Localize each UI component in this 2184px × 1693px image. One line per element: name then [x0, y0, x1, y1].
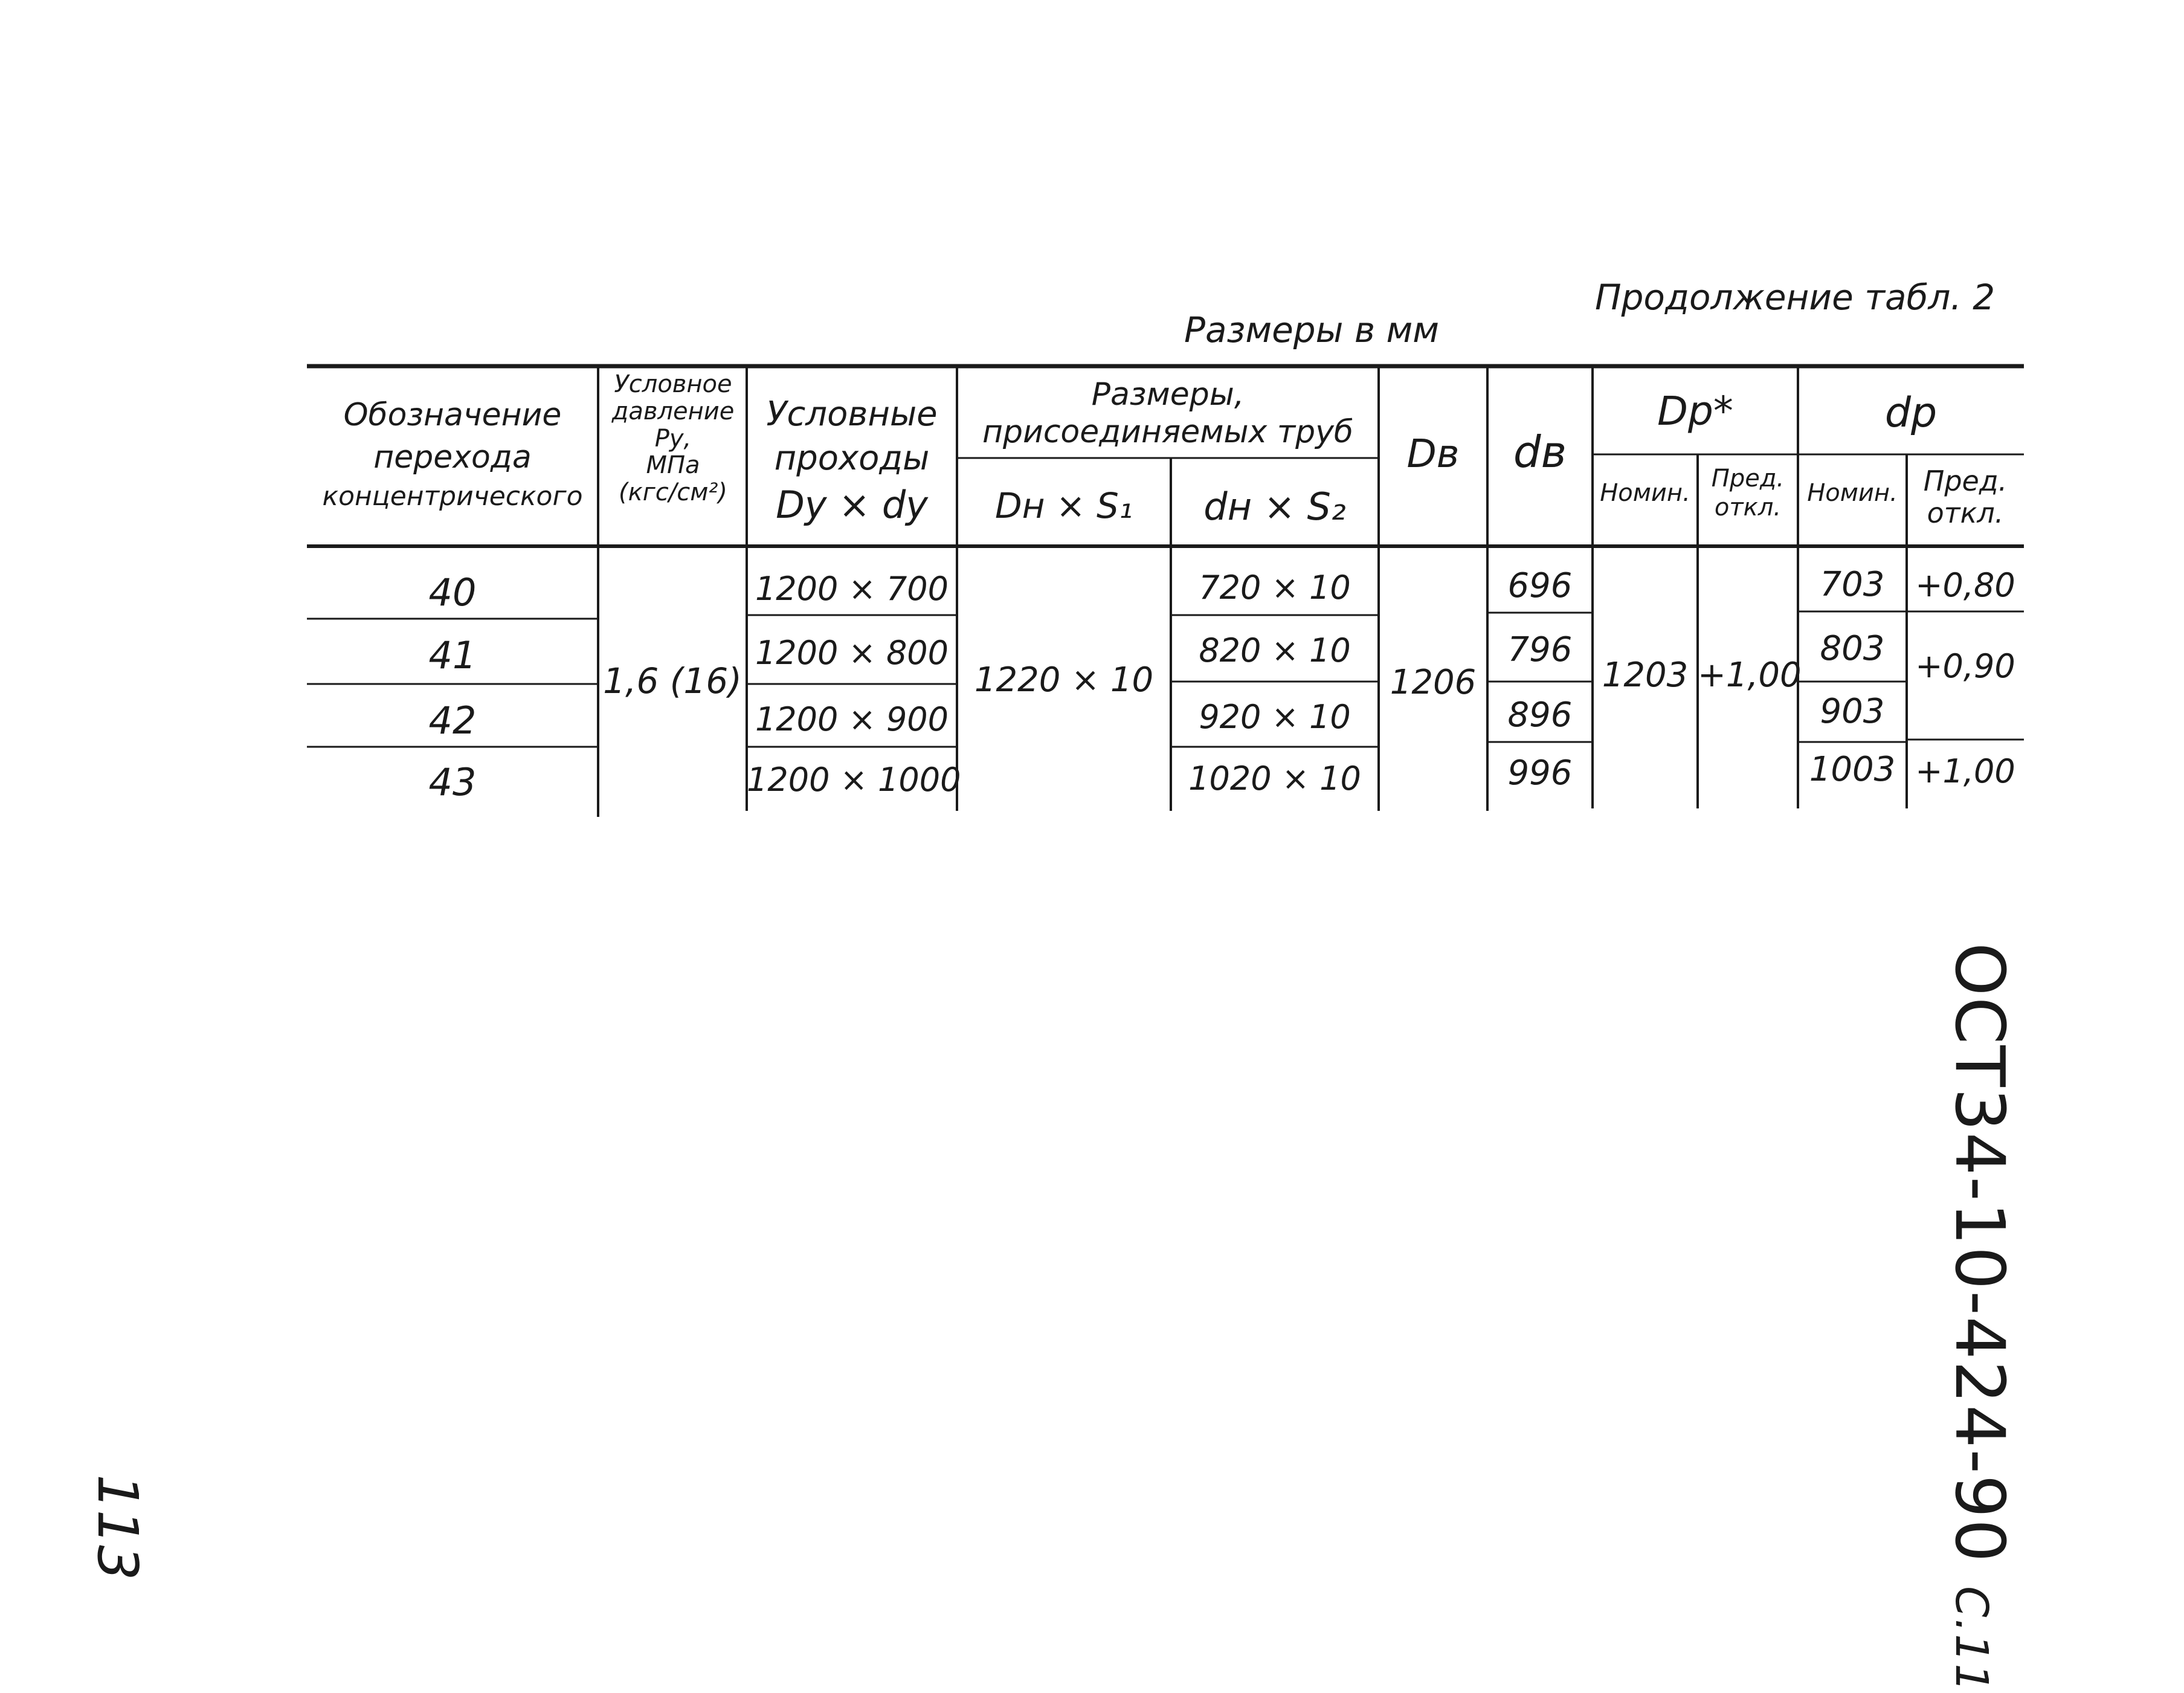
header-dp-big-tol-line-1: Пред.	[1711, 465, 1785, 492]
header-dp-small-tol	[1907, 465, 2024, 529]
row-43-dv-small: 996	[1507, 753, 1573, 793]
header-pipe-sizes	[957, 376, 1379, 451]
row-42-dn-s2: 920 × 10	[1199, 698, 1351, 736]
header-pressure-line-2: давление	[611, 397, 735, 425]
row-43-dn-s2: 1020 × 10	[1188, 759, 1361, 798]
page-number: 113	[85, 1474, 150, 1581]
header-designation-line-2: перехода	[373, 439, 532, 476]
standard-code	[1940, 943, 2018, 1693]
header-dp-big-nom: Номин.	[1600, 479, 1690, 507]
row-41-designation: 41	[428, 633, 477, 677]
sheet-number: С.11	[1945, 1585, 1997, 1693]
header-dp-big-tol	[1698, 464, 1798, 522]
dp-small-tol-1: +0,80	[1915, 566, 2015, 604]
row-41-dp-small-nom: 803	[1820, 629, 1885, 668]
row-42-dv-small: 896	[1507, 695, 1573, 735]
header-passes-line-3: Dу × dу	[776, 482, 928, 527]
header-designation-line-3: концентрического	[322, 481, 583, 512]
header-pressure-line-5: (кгс/см²)	[618, 479, 728, 507]
header-designation	[307, 394, 598, 515]
row-40-passes: 1200 × 700	[755, 570, 949, 608]
table-continuation-caption: Продолжение табл. 2	[1595, 277, 1996, 318]
row-40-dv-small: 696	[1507, 566, 1573, 605]
merged-dp-big-nom: 1203	[1602, 656, 1689, 695]
header-pressure-line-1: Условное	[614, 370, 732, 398]
header-dn-s1: Dн × S₁	[994, 485, 1133, 526]
header-designation-line-1: Обозначение	[343, 397, 562, 433]
units-caption: Размеры в мм	[1184, 309, 1439, 350]
dp-small-tol-3: +1,00	[1915, 752, 2015, 790]
header-passes-line-2: проходы	[774, 438, 930, 478]
row-40-dp-small-nom: 703	[1820, 565, 1885, 604]
header-pressure-line-3: Pу,	[654, 424, 692, 453]
header-dn-s2: dн × S₂	[1203, 485, 1346, 529]
header-dp-big: Dр*	[1657, 388, 1733, 434]
merged-dv: 1206	[1390, 663, 1477, 702]
header-dv-small: dв	[1513, 427, 1567, 477]
header-dp-small-tol-line-1: Пред.	[1923, 465, 2008, 497]
header-pipe-sizes-line-1: Размеры,	[1091, 376, 1245, 413]
header-passes-line-1: Условные	[766, 395, 938, 434]
row-43-dp-small-nom: 1003	[1809, 750, 1896, 789]
row-41-passes: 1200 × 800	[755, 634, 949, 672]
row-41-dv-small: 796	[1507, 630, 1573, 669]
header-dp-big-tol-line-2: откл.	[1714, 494, 1782, 521]
header-dp-small: dр	[1884, 389, 1938, 437]
header-dp-small-nom: Номин.	[1807, 479, 1898, 507]
row-40-dn-s2: 720 × 10	[1199, 569, 1351, 607]
row-43-passes: 1200 × 1000	[747, 761, 961, 799]
header-nominal-passes	[747, 393, 957, 529]
row-40-designation: 40	[428, 570, 477, 614]
merged-pressure: 1,6 (16)	[603, 660, 742, 701]
standard-code-text: ОСТ34-10-424-90	[1940, 943, 2018, 1564]
row-42-dp-small-nom: 903	[1820, 692, 1885, 731]
row-42-passes: 1200 × 900	[755, 700, 949, 738]
header-pipe-sizes-line-2: присоединяемых труб	[982, 414, 1353, 451]
merged-dn-s1: 1220 × 10	[974, 660, 1154, 700]
row-42-designation: 42	[428, 698, 477, 743]
dp-small-tol-2: +0,90	[1915, 647, 2015, 685]
header-pressure	[601, 371, 746, 506]
header-dv: Dв	[1406, 432, 1460, 477]
row-41-dn-s2: 820 × 10	[1199, 631, 1351, 669]
header-dp-small-tol-line-2: откл.	[1927, 496, 2004, 529]
merged-dp-big-tol: +1,00	[1698, 656, 1802, 695]
row-43-designation: 43	[428, 760, 477, 804]
header-pressure-line-4: МПа	[646, 451, 700, 480]
